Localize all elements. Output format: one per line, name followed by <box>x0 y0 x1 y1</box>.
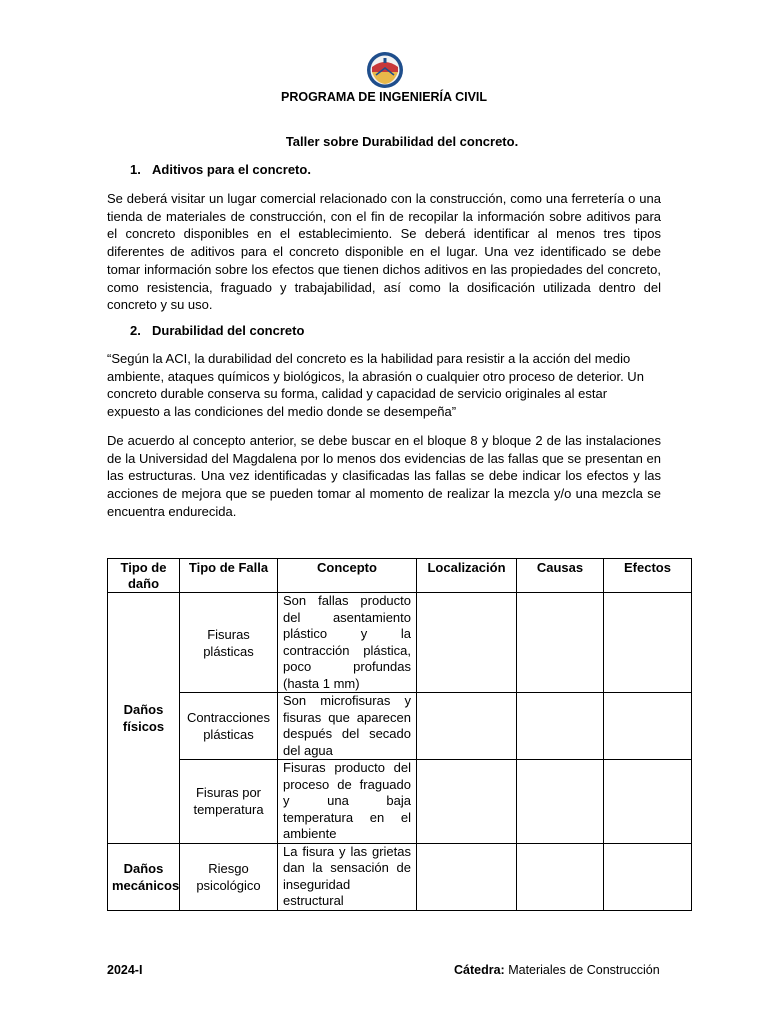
failures-table <box>107 558 692 911</box>
header-causes: Causas <box>517 559 604 593</box>
table-row <box>108 760 692 844</box>
damage-type-cell: Daños mecánicos <box>108 843 180 910</box>
table-row <box>108 593 692 693</box>
section-1-paragraph: Se deberá visitar un lugar comercial relacionado con la construcción, como una ferretería o una tienda de materiales de construcción, con el fin de recopilar la información sobre aditivos para el concreto disponibles en el establecimiento. Se deberá identificar al menos tres tipos diferentes de aditivos para el concreto disponible en el lugar. Una vez identificado se debe tomar información sobre los efectos que tienen dichos aditivos en las propiedades del concreto, como resistencia, fraguado y trabajabilidad, así como la dosificación utilizada dentro del concreto y su uso. <box>107 191 661 313</box>
location-cell <box>417 760 517 844</box>
document-title: Taller sobre Durabilidad del concreto. <box>285 134 519 149</box>
header-failure-type: Tipo de Falla <box>180 559 278 593</box>
footer-term: 2024-I <box>107 963 143 977</box>
concept-cell: Son fallas producto del asentamiento plástico y la contracción plástica, poco profundas (hasta 1 mm) <box>278 593 417 693</box>
program-title: PROGRAMA DE INGENIERÍA CIVIL <box>280 90 488 104</box>
causes-cell <box>517 693 604 760</box>
header-location: Localización <box>417 559 517 593</box>
table-header-row <box>108 559 692 593</box>
header-effects: Efectos <box>604 559 692 593</box>
effects-cell <box>604 593 692 693</box>
failure-type-cell: Fisuras por temperatura <box>180 760 278 844</box>
section-2-number: 2. <box>130 323 141 338</box>
table-row <box>108 843 692 910</box>
section-2-paragraph: De acuerdo al concepto anterior, se debe buscar en el bloque 8 y bloque 2 de las instalaciones de la Universidad del Magdalena por lo menos dos evidencias de las fallas que se presentan en las estructuras. Una vez identificadas y clasificadas las fallas se debe indicar los efectos y las acciones de mejora que se pueden tomar al momento de realizar la mezcla y/o una mezcla se encuentra endurecida. <box>107 433 661 519</box>
location-cell <box>417 593 517 693</box>
section-2-title: Durabilidad del concreto <box>152 323 305 338</box>
failure-type-cell: Riesgo psicológico <box>180 843 278 910</box>
effects-cell <box>604 843 692 910</box>
aci-quote-paragraph: “Según la ACI, la durabilidad del concreto es la habilidad para resistir a la acción del medio ambiente, ataques químicos y biológicos, la abrasión o cualquier otro proceso de deterior. Un concreto durable conserva su forma, calidad y capacidad de servicio originales al estar expuesto a las condiciones del medio donde se desempeña” <box>107 351 644 420</box>
causes-cell <box>517 760 604 844</box>
section-1-number: 1. <box>130 162 141 177</box>
effects-cell <box>604 693 692 760</box>
causes-cell <box>517 843 604 910</box>
concept-cell: Son microfisuras y fisuras que aparecen después del secado del agua <box>278 693 417 760</box>
location-cell <box>417 843 517 910</box>
concept-cell: La fisura y las grietas dan la sensación de inseguridad estructural <box>278 843 417 910</box>
effects-cell <box>604 760 692 844</box>
table-row <box>108 693 692 760</box>
concept-cell: Fisuras producto del proceso de fraguado y una baja temperatura en el ambiente <box>278 760 417 844</box>
footer-catedra-value: Materiales de Construcción <box>508 963 660 977</box>
section-1-title: Aditivos para el concreto. <box>152 162 311 177</box>
damage-type-cell: Daños físicos <box>108 593 180 844</box>
location-cell <box>417 693 517 760</box>
causes-cell <box>517 593 604 693</box>
university-seal-icon <box>364 50 406 90</box>
footer-catedra-label: Cátedra: <box>454 963 505 977</box>
failure-type-cell: Contracciones plásticas <box>180 693 278 760</box>
header-damage-type: Tipo de daño <box>108 559 180 593</box>
failure-type-cell: Fisuras plásticas <box>180 593 278 693</box>
footer-catedra <box>454 963 660 977</box>
header-concept: Concepto <box>278 559 417 593</box>
